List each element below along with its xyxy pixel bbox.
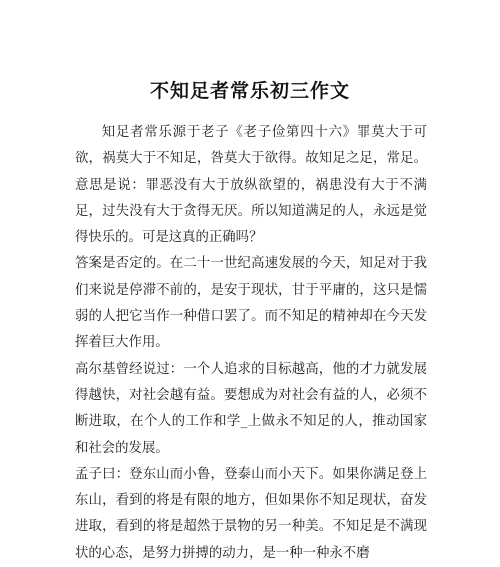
- paragraph-1: 知足者常乐源于老子《老子俭第四十六》罪莫大于可欲，祸莫大于不知足，咎莫大于欲得。故知足之足，常足。意思是说：罪恶没有大于放纵欲望的，祸患没有大于不满足，过失没有大于贪得无厌。所以知道满足的人，永远是觉得快乐的。可是这真的正确吗？: [75, 125, 427, 246]
- paragraph-2: 答案是否定的。在二十一世纪高速发展的今天，知足对于我们来说是停滞不前的，是安于现状，甘于平庸的，这只是懦弱的人把它当作一种借口罢了。而不知足的精神却在今天发挥着巨大作用。: [75, 256, 427, 351]
- document-body: [75, 120, 427, 567]
- paragraph-3: 高尔基曾经说过：一个人追求的目标越高，他的才力就发展得越快，对社会越有益。要想成为对社会有益的人，必须不断进取，在个人的工作和学_上做永不知足的人，推动国家和社会的发展。: [75, 361, 427, 456]
- paragraph-4: 孟子曰：登东山而小鲁，登泰山而小天下。如果你满足登上东山，看到的将是有限的地方，但如果你不知足现状，奋发进取，看到的将是超然于景物的另一种美。不知足是不满现状的心态，是努力拼搏的动力，是一种一种永不磨: [75, 466, 427, 561]
- document-title: 不知足者常乐初三作文: [149, 80, 350, 102]
